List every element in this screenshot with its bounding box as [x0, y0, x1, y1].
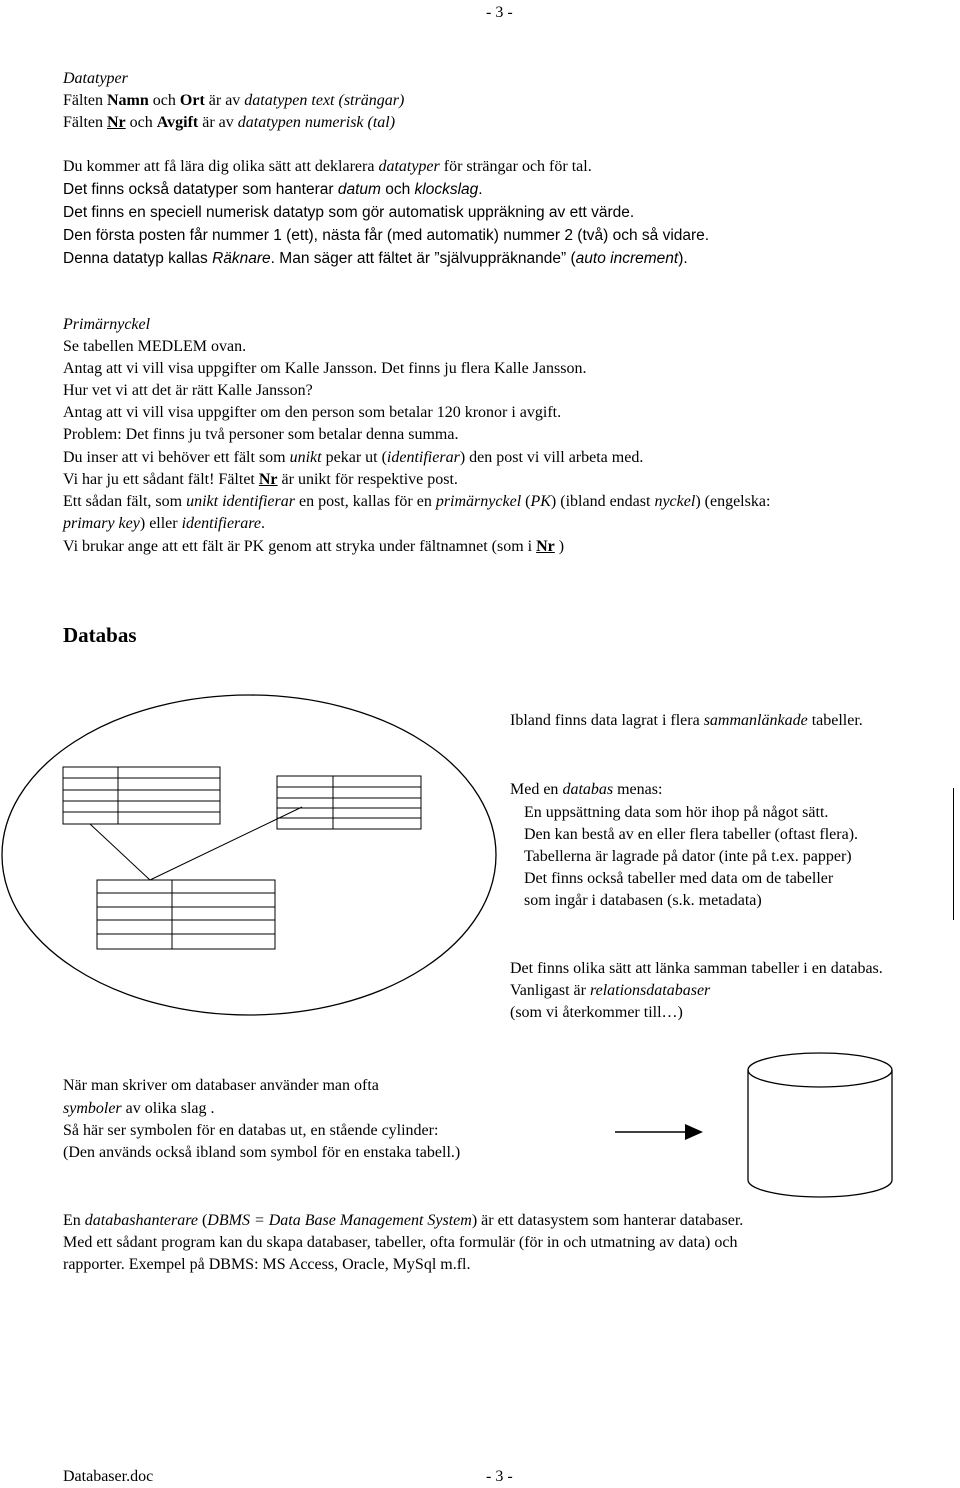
pk-line-2: Antag att vi vill visa uppgifter om Kalle Jansson. Det finns ju flera Kalle Jansson.: [63, 360, 587, 377]
databas-definition-line-2: Den kan bestå av en eller flera tabeller (oftast flera).: [524, 826, 859, 843]
datatyper-line-6: Den första posten får nummer 1 (ett), nästa får (med automatik) nummer 2 (två) och så vidare.: [63, 227, 710, 244]
pk-line-3: Hur vet vi att det är rätt Kalle Jansson?: [63, 382, 313, 399]
symbol-line-2: symboler av olika slag .: [63, 1100, 215, 1117]
section-title-datatyper: Datatyper: [63, 70, 128, 87]
pk-line-8: Ett sådan fält, som unikt identifierar en post, kallas för en primärnyckel (PK) (ibland endast nyckel) (engelska:: [63, 493, 771, 510]
datatyper-line-1: Fälten Namn och Ort är av datatypen text (strängar): [63, 92, 405, 109]
footer-page-number: - 3 -: [486, 1468, 513, 1485]
databas-definition-line-4: Det finns också tabeller med data om de tabeller: [524, 870, 834, 887]
table-3-icon: [97, 880, 275, 949]
symbol-line-1: När man skriver om databaser använder man ofta: [63, 1077, 379, 1094]
database-illustration: [0, 690, 500, 1020]
datatyper-line-4: Det finns också datatyper som hanterar datum och klockslag.: [63, 181, 483, 198]
datatyper-line-3: Du kommer att få lära dig olika sätt att deklarera datatyper för strängar och för tal.: [63, 158, 592, 175]
databas-link-line-1: Det finns olika sätt att länka samman tabeller i en databas.: [510, 960, 883, 977]
section-title-primarnyckel: Primärnyckel: [63, 316, 151, 333]
databas-definition-intro: Med en databas menas:: [510, 781, 663, 798]
pk-line-10: Vi brukar ange att ett fält är PK genom att stryka under fältnamnet (som i Nr ): [63, 538, 565, 555]
footer-filename: Databaser.doc: [63, 1468, 154, 1485]
table-2-icon: [277, 776, 421, 829]
databas-note-1: Ibland finns data lagrat i flera sammanlänkade tabeller.: [510, 712, 863, 729]
pk-line-5: Problem: Det finns ju två personer som betalar denna summa.: [63, 426, 459, 443]
datatyper-line-5: Det finns en speciell numerisk datatyp som gör automatisk uppräkning av ett värde.: [63, 204, 635, 221]
page-number-header: - 3 -: [486, 4, 513, 21]
dbms-line-3: rapporter. Exempel på DBMS: MS Access, Oracle, MySql m.fl.: [63, 1256, 471, 1273]
pk-line-1: Se tabellen MEDLEM ovan.: [63, 338, 247, 355]
database-ellipse: [2, 695, 496, 1015]
arrow-right-icon: [615, 1120, 705, 1144]
heading-databas: Databas: [63, 623, 137, 647]
table-link-2: [150, 807, 302, 880]
databas-definition-line-5: som ingår i databasen (s.k. metadata): [524, 892, 762, 909]
definition-side-rule: [953, 788, 954, 920]
table-link-1: [90, 824, 150, 880]
pk-line-4: Antag att vi vill visa uppgifter om den person som betalar 120 kronor i avgift.: [63, 404, 562, 421]
dbms-line-1: En databashanterare (DBMS = Data Base Management System) är ett datasystem som hanterar databaser.: [63, 1212, 744, 1229]
pk-line-9: primary key) eller identifierare.: [63, 515, 265, 532]
symbol-line-3: Så här ser symbolen för en databas ut, en stående cylinder:: [63, 1122, 439, 1139]
database-cylinder-icon: [745, 1050, 895, 1202]
pk-line-6: Du inser att vi behöver ett fält som unikt pekar ut (identifierar) den post vi vill arbeta med.: [63, 449, 644, 466]
symbol-line-4: (Den används också ibland som symbol för en enstaka tabell.): [63, 1144, 461, 1161]
dbms-line-2: Med ett sådant program kan du skapa databaser, tabeller, ofta formulär (för in och utmatning av data) och: [63, 1234, 738, 1251]
datatyper-line-2: Fälten Nr och Avgift är av datatypen numerisk (tal): [63, 114, 396, 131]
databas-link-line-3: (som vi återkommer till…): [510, 1004, 683, 1021]
table-1-icon: [63, 767, 220, 824]
databas-link-line-2: Vanligast är relationsdatabaser: [510, 982, 711, 999]
databas-definition-line-1: En uppsättning data som hör ihop på något sätt.: [524, 804, 829, 821]
datatyper-line-7: Denna datatyp kallas Räknare. Man säger att fältet är ”självuppräknande” (auto increment).: [63, 250, 688, 267]
pk-line-7: Vi har ju ett sådant fält! Fältet Nr är unikt för respektive post.: [63, 471, 458, 488]
databas-definition-line-3: Tabellerna är lagrade på dator (inte på t.ex. papper): [524, 848, 852, 865]
